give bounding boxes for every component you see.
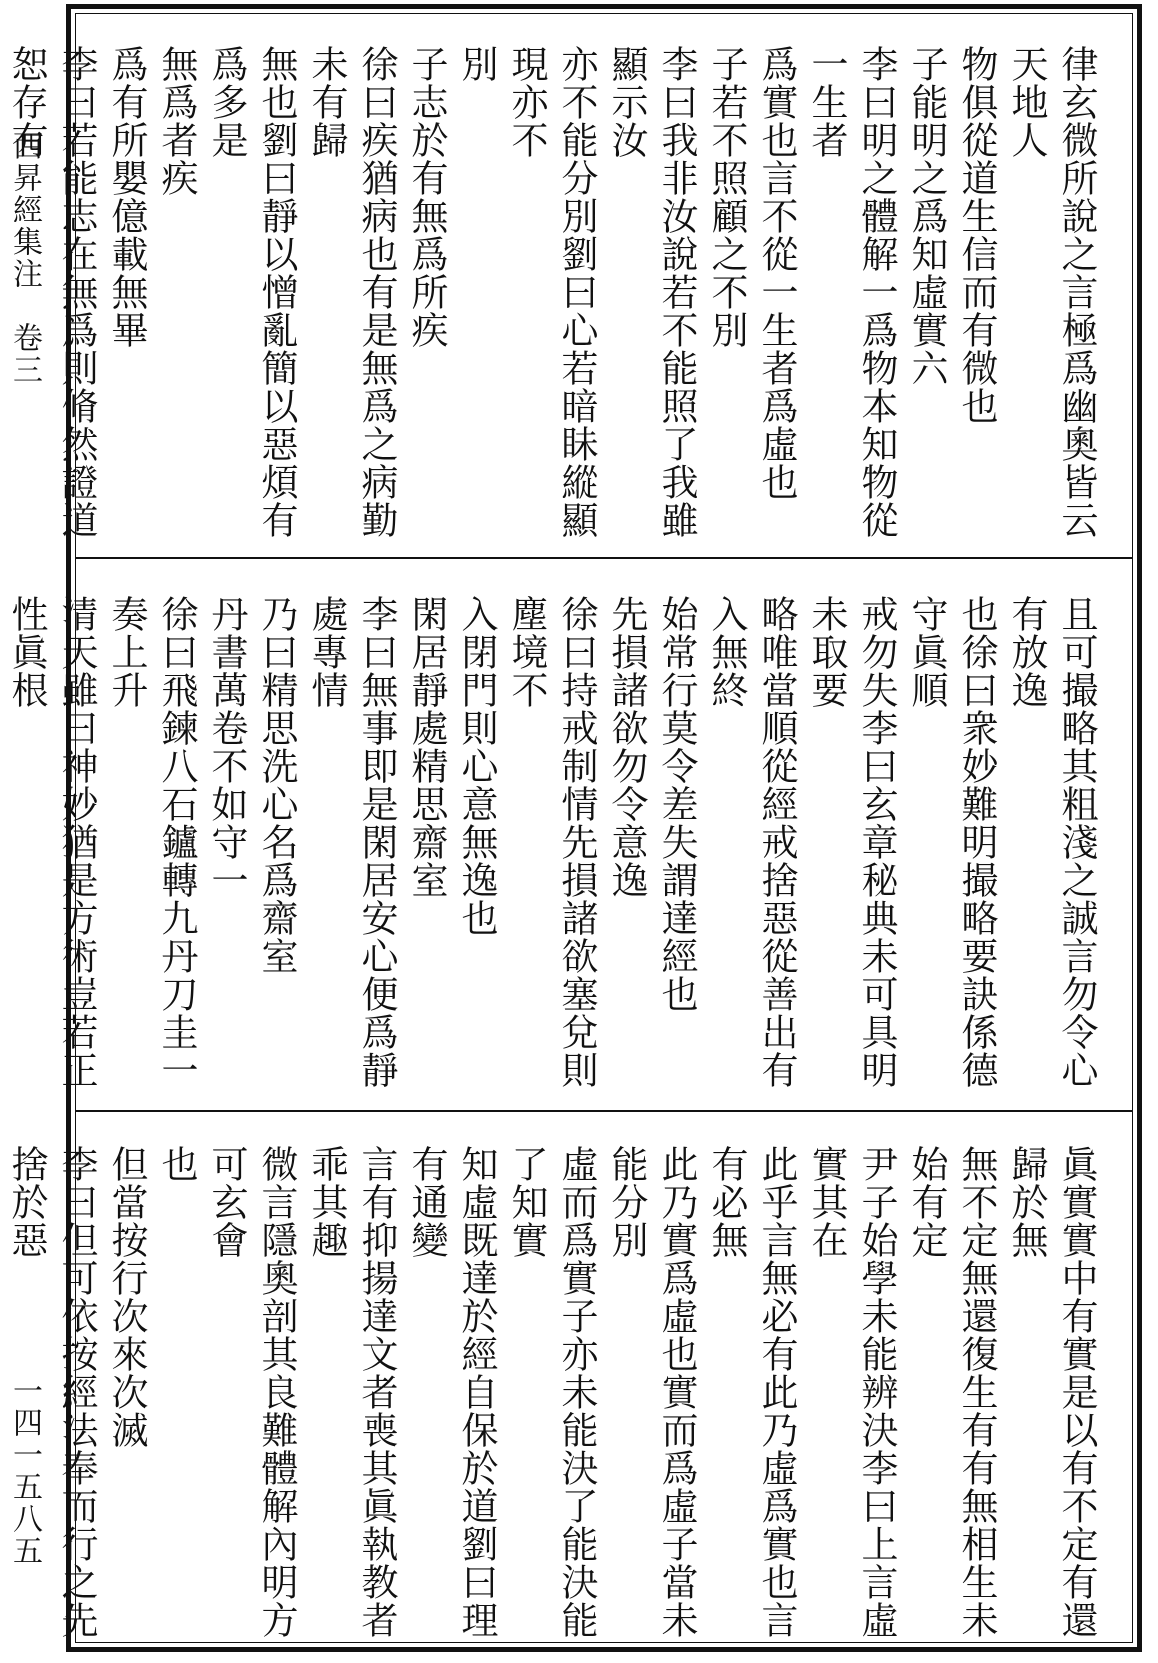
text-column: 李曰若能志在無爲則脩然證道恕存有: [5, 45, 98, 539]
text-column: 無不定無還復生有有無相生未始有定: [905, 1145, 998, 1639]
book-title-margin: 西昇經集注 卷三: [7, 130, 42, 386]
text-column: 入閉門則心意無逸也: [455, 595, 498, 937]
text-column: 眞實實中有實是以有不定有還歸於無: [1005, 1145, 1098, 1639]
register-middle: [5, 595, 1101, 1095]
text-column: 乃曰精思洗心名爲齋室: [255, 595, 298, 975]
text-column: 此乎言無必有此乃虛爲實也言有必無: [705, 1145, 798, 1639]
text-column: 子志於有無爲所疾: [405, 45, 448, 349]
text-column: 子若不照顧之不別: [705, 45, 748, 349]
text-column: 微言隱奧剖其良難體解內明方可玄會: [205, 1145, 298, 1639]
text-column: 徐曰飛鍊八石鑪轉九丹刀圭一奏上升: [105, 595, 198, 1089]
text-column: 爲實也言不從一生者爲虛也: [755, 45, 798, 501]
text-column: [0, 1145, 1, 1645]
text-column: 也徐曰衆妙難明撮略要訣係德守眞順: [905, 595, 998, 1089]
text-column: 亦不能分別劉曰心若暗眛縱顯現亦不: [505, 45, 598, 539]
text-column: 言有抑揚達文者喪其眞執教者乖其趣: [305, 1145, 398, 1639]
text-column: 無爲者疾: [155, 45, 198, 197]
text-column: 虛而爲實子亦未能決了能決能了知實: [505, 1145, 598, 1639]
text-column: 律玄微所說之言極爲幽奧皆云天地人: [1005, 45, 1098, 539]
text-column: 清天雖曰神妙猶是方術豈若正性眞根: [5, 595, 98, 1089]
text-column: 別: [455, 45, 498, 83]
register-divider: [75, 1110, 1133, 1112]
text-column: 物俱從道生信而有微也: [955, 45, 998, 425]
text-column: 此乃實爲虛也實而爲虛子當未能分別: [605, 1145, 698, 1639]
page-number-margin: 一四一五八五: [7, 1375, 42, 1567]
text-column: 知虛既達於經自保於道劉曰理有通變: [405, 1145, 498, 1639]
text-column: 閑居靜處精思齋室: [405, 595, 448, 899]
text-column: 先損諸欲勿令意逸: [605, 595, 648, 899]
text-column: 李曰但可依按經法奉而行之先捨於惡: [5, 1145, 98, 1639]
text-column: [0, 45, 1, 545]
text-column: 尹子始學未能辨決李曰上言虛實其在: [805, 1145, 898, 1639]
text-column: 也: [155, 1145, 198, 1183]
text-column: 徐曰持戒制情先損諸欲塞兌則塵境不: [505, 595, 598, 1089]
text-column: 無也劉曰靜以憎亂簡以惡煩有爲多是: [205, 45, 298, 539]
text-column: 徐曰疾猶病也有是無爲之病勤未有歸: [305, 45, 398, 539]
text-column: 子能明之爲知虛實六: [905, 45, 948, 387]
text-column: 略唯當順從經戒捨惡從善出有入無終: [705, 595, 798, 1089]
text-column: 李曰無事即是閑居安心便爲靜處專情: [305, 595, 398, 1089]
text-column: 但當按行次來次滅: [105, 1145, 148, 1449]
text-column: 戒勿失李曰玄章秘典未可具明未取要: [805, 595, 898, 1089]
text-column: [0, 595, 1, 1095]
text-column: 李曰我非汝說若不能照了我雖顯示汝: [605, 45, 698, 539]
text-column: 李曰明之體解一爲物本知物從一生者: [805, 45, 898, 539]
text-column: 且可撮略其粗淺之誠言勿令心有放逸: [1005, 595, 1098, 1089]
text-column: 始常行莫令差失謂達經也: [655, 595, 698, 1013]
text-column: 丹書萬卷不如守一: [205, 595, 248, 899]
text-column: 爲有所嬰億載無畢: [105, 45, 148, 349]
register-divider: [75, 557, 1133, 559]
